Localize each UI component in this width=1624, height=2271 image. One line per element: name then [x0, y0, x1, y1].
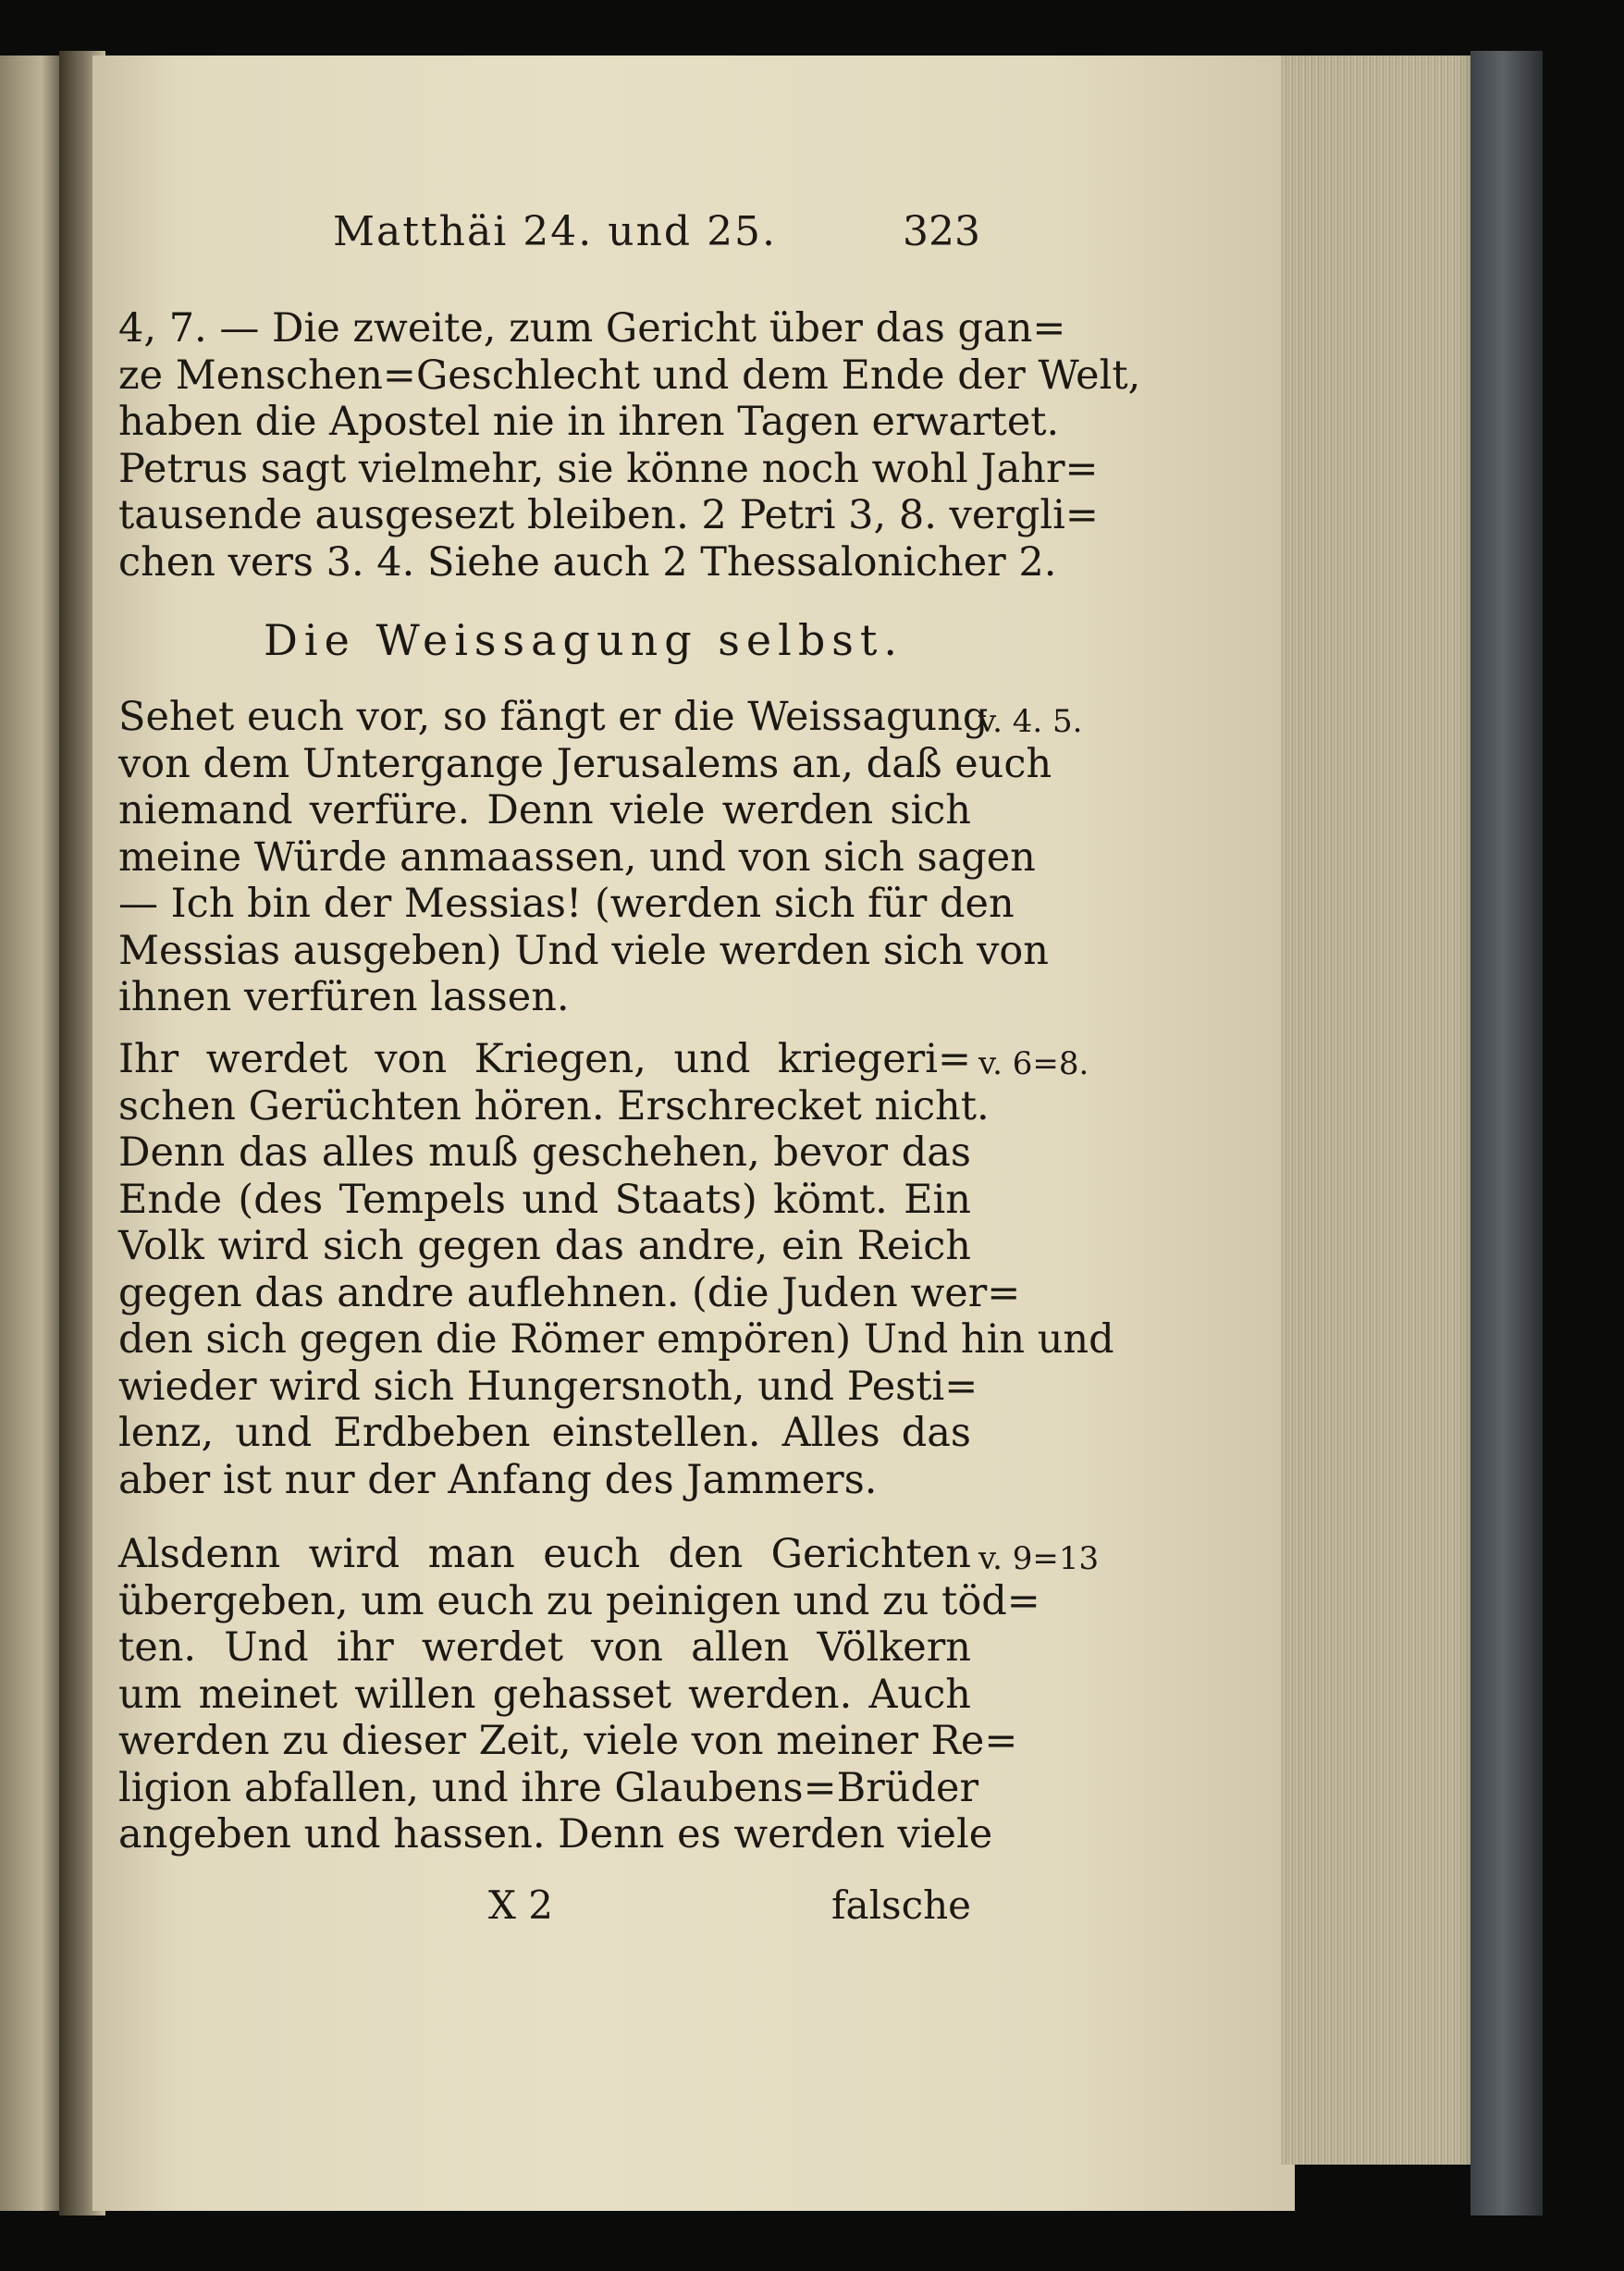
text-line: niemand verfüre. Denn viele werden sich — [118, 787, 971, 833]
text-line: Denn das alles muß geschehen, bevor das — [118, 1129, 971, 1176]
text-line: ten. Und ihr werdet von allen Völkern — [118, 1624, 971, 1671]
catchword: falsche — [831, 1882, 971, 1928]
page-footer — [118, 1882, 971, 1933]
text-line: Alsdenn wird man euch den Gerichten — [118, 1531, 971, 1577]
section-heading: Die Weissagung selbst. — [264, 615, 904, 665]
text-line: um meinet willen gehasset werden. Auch — [118, 1671, 971, 1718]
signature-mark: X 2 — [488, 1882, 553, 1928]
text-line: ze Menschen=Geschlecht und dem Ende der Welt, — [118, 352, 1141, 399]
margin-note-verse: v. 9=13 — [978, 1540, 1100, 1577]
text-line: ihnen verfüren lassen. — [118, 974, 570, 1020]
text-line: meine Würde anmaassen, und von sich sagen — [118, 833, 1036, 881]
intro-block — [118, 305, 1141, 586]
text-line: Volk wird sich gegen das andre, ein Reich — [118, 1223, 971, 1269]
text-line: Messias ausgeben) Und viele werden sich von — [118, 927, 1049, 974]
text-line: angeben und hassen. Denn es werden viele — [118, 1811, 993, 1858]
text-line: chen vers 3. 4. Siehe auch 2 Thessalonicher 2. — [118, 538, 1057, 586]
text-line: tausende ausgesezt bleiben. 2 Petri 3, 8. vergli= — [118, 492, 1099, 538]
text-line: den sich gegen die Römer empören) Und hin und — [118, 1316, 1114, 1363]
left-page-edge — [0, 56, 59, 2211]
text-line: 4, 7. — Die zweite, zum Gericht über das gan= — [118, 305, 1066, 352]
text-line: aber ist nur der Anfang des Jammers. — [118, 1456, 878, 1503]
text-line: ligion abfallen, und ihre Glaubens=Brüder — [118, 1764, 979, 1811]
page-number: 323 — [903, 208, 980, 255]
running-head: Matthäi 24. und 25. — [333, 208, 778, 255]
margin-note-verse: v. 4. 5. — [978, 703, 1083, 740]
text-line: gegen das andre auflehnen. (die Juden wer= — [118, 1269, 1021, 1316]
book-cover — [1470, 51, 1543, 2215]
text-line: Ende (des Tempels und Staats) kömt. Ein — [118, 1176, 971, 1223]
text-line: schen Gerüchten hören. Erschrecket nicht. — [118, 1082, 990, 1129]
text-line: wieder wird sich Hungersnoth, und Pesti= — [118, 1363, 978, 1410]
text-line: übergeben, um euch zu peinigen und zu töd= — [118, 1577, 1040, 1624]
text-line: haben die Apostel nie in ihren Tagen erwartet. — [118, 399, 1060, 445]
text-line: Ihr werdet von Kriegen, und kriegeri= — [118, 1036, 971, 1082]
text-line: lenz, und Erdbeben einstellen. Alles das — [118, 1410, 971, 1456]
text-line: werden zu dieser Zeit, viele von meiner Re= — [118, 1718, 1018, 1764]
text-line: — Ich bin der Messias! (werden sich für den — [118, 881, 1015, 927]
page-header — [333, 208, 980, 264]
text-line: von dem Untergange Jerusalems an, daß euch — [118, 740, 1052, 787]
text-line: Petrus sagt vielmehr, sie könne noch wohl Jahr= — [118, 445, 1099, 492]
margin-note-verse: v. 6=8. — [978, 1045, 1089, 1082]
text-line: Sehet euch vor, so fängt er die Weissagung — [118, 694, 989, 740]
